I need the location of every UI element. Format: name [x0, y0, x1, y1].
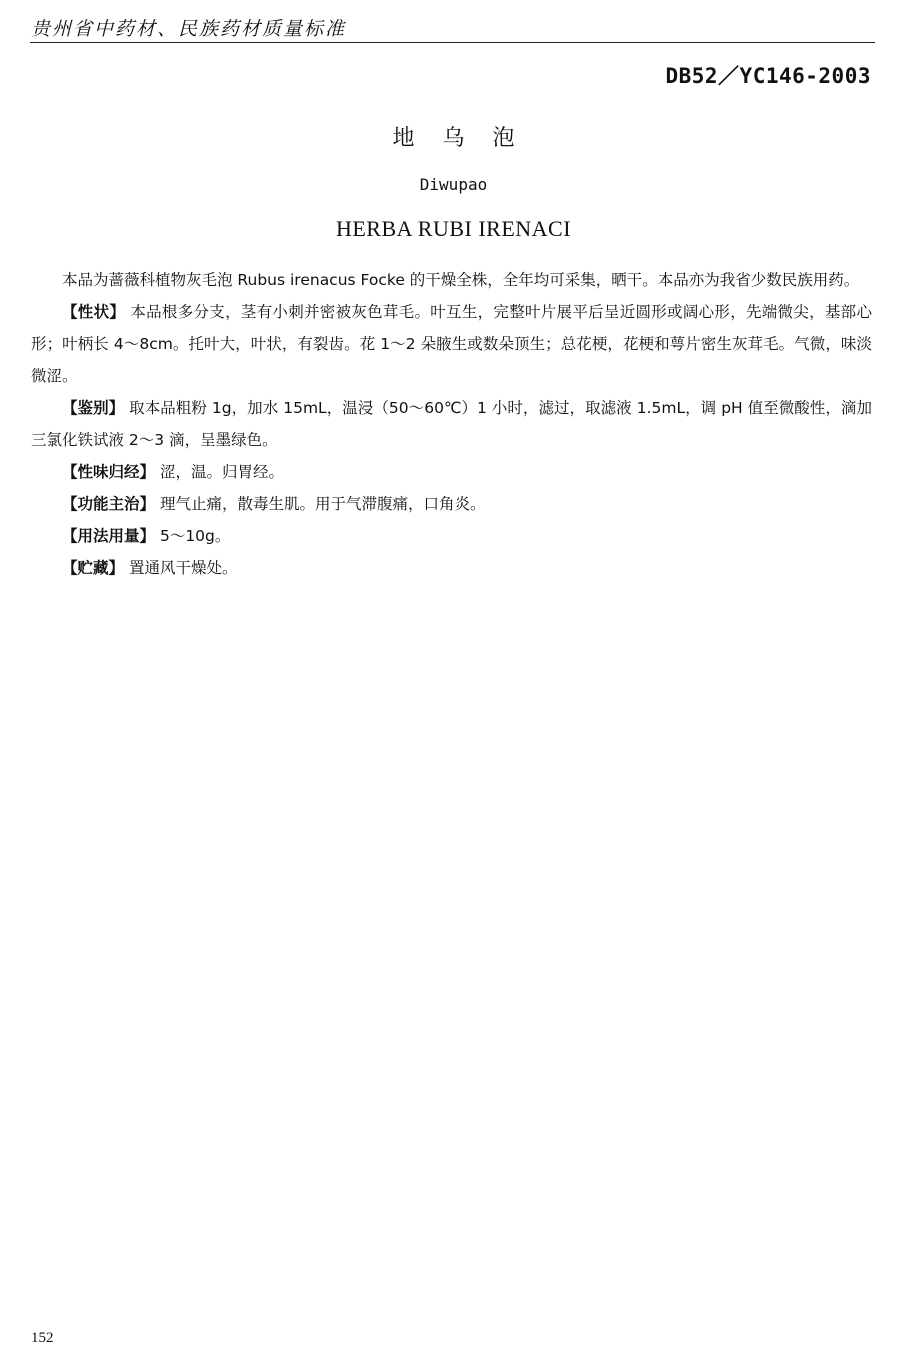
section-label: 【用法用量】: [62, 527, 156, 545]
running-header-title: 贵州省中药材、民族药材质量标准: [31, 18, 347, 40]
section-label: 【性味归经】: [62, 463, 156, 481]
intro-paragraph: 本品为蔷薇科植物灰毛泡 Rubus irenacus Focke 的干燥全株，全年均可采集，晒干。本品亦为我省少数民族用药。: [62, 271, 860, 289]
section-label: 【性状】: [62, 303, 126, 321]
section-text: 取本品粗粉 1g，加水 15mL，温浸（50～60℃）1 小时，滤过，取滤液 1.5mL，调 pH 值至微酸性，滴加三氯化铁试液 2～3 滴，呈墨绿色。: [31, 399, 872, 449]
section-functions-indications: [31, 488, 872, 520]
section-text: 理气止痛，散毒生肌。用于气滞腹痛，口角炎。: [159, 495, 486, 513]
section-storage: [31, 552, 872, 584]
page-number: 152: [31, 1330, 54, 1346]
section-properties-meridian: [31, 456, 872, 488]
section-label: 【鉴别】: [62, 399, 125, 417]
monograph-title-latin: HERBA RUBI IRENACI: [335, 216, 572, 241]
section-identification: [31, 392, 872, 456]
section-description: [31, 296, 872, 392]
section-label: 【功能主治】: [62, 495, 156, 513]
header-divider: [30, 42, 875, 43]
section-text: 本品根多分支，茎有小刺并密被灰色茸毛。叶互生，完整叶片展平后呈近圆形或阔心形，先端微尖，基部心形；叶柄长 4～8cm。托叶大，叶状，有裂齿。花 1～2 朵腋生或数朵顶生；总花梗，花梗和萼片密生灰茸毛。气微，味淡微涩。: [31, 303, 872, 385]
section-text: 涩，温。归胃经。: [159, 463, 284, 481]
section-text: 5～10g。: [159, 527, 231, 545]
monograph-body: [31, 264, 872, 584]
section-label: 【贮藏】: [62, 559, 125, 577]
monograph-title-chinese: 地乌泡: [392, 126, 543, 151]
section-text: 置通风干燥处。: [128, 559, 238, 577]
standard-code: DB52／YC146-2003: [665, 64, 871, 88]
monograph-title-pinyin: Diwupao: [419, 175, 488, 194]
section-usage-dosage: [31, 520, 872, 552]
